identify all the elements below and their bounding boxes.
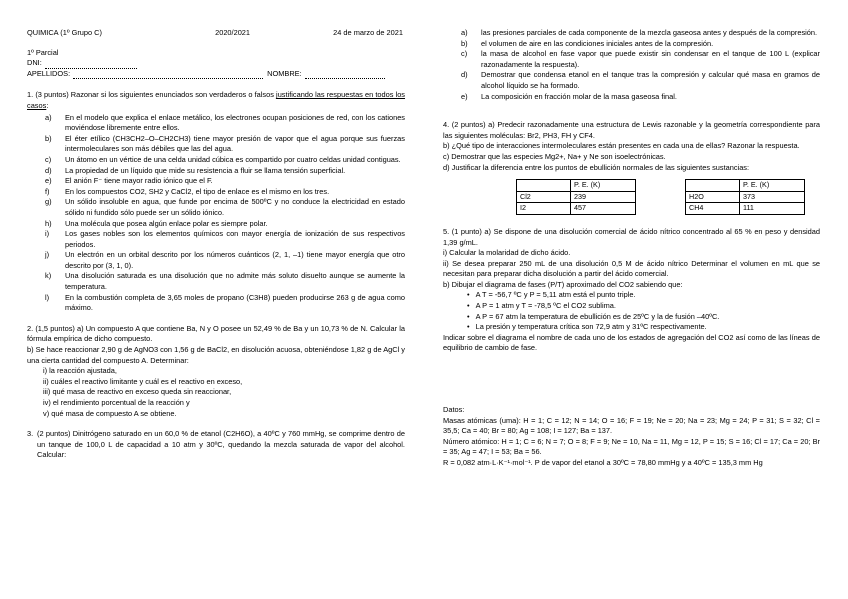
list-item bbox=[45, 113, 405, 134]
q5-instructions: Indicar sobre el diagrama el nombre de cada uno de los estados de agregación del CO2 así como de las líneas de equilibrio de cambio de fase. bbox=[443, 332, 820, 353]
list-item: iv) el rendimiento porcentual de la reacción y bbox=[43, 398, 190, 407]
q5-part-a-ii: ii) Se desea preparar 250 mL de una disolución 0,5 M de ácido nítrico Determinar el volumen en mL que se necesitan para preparar dicha disolución a partir del ácido comercial. bbox=[443, 258, 820, 279]
nombre-label: NOMBRE: bbox=[267, 68, 302, 78]
constants: R = 0,082 atm·L·K⁻¹·mol⁻¹. P de vapor del etanol a 30ºC = 78,80 mmHg y a 40ºC = 135,3 mm Hg bbox=[443, 458, 763, 467]
item-text: El éter etílico (CH3CH2–O–CH2CH3) tiene mayor presión de vapor que el agua porque sus fuerzas intermoleculares son más débiles que las del agua. bbox=[65, 133, 405, 154]
item-key: i) bbox=[45, 229, 50, 239]
list-item bbox=[45, 176, 405, 187]
list-item bbox=[461, 49, 820, 70]
bullet-item: • A P = 67 atm la temperatura de ebullición es de 25ºC y la de fusión –40ºC. bbox=[467, 312, 820, 323]
item-key: f) bbox=[45, 186, 50, 196]
item-text: Un átomo en un vértice de una celda unidad cúbica es compartido por cuatro celdas unidad contiguas. bbox=[65, 154, 401, 164]
dni-row bbox=[27, 58, 405, 69]
table-cell: 373 bbox=[740, 191, 805, 203]
list-item bbox=[461, 92, 820, 103]
year-label: 2020/2021 bbox=[215, 28, 251, 37]
item-key: c) bbox=[45, 154, 52, 164]
q1-intro-a: (3 puntos) Razonar si los siguientes enunciados son verdaderos o falsos bbox=[35, 90, 277, 100]
q4-part-a: 4. (2 puntos) a) Predecir razonadamente una estructura de Lewis razonable y la geometría correspondiente para las siguientes moléculas: Br2, PH3, FH y CF4. bbox=[443, 120, 820, 140]
item-text: las presiones parciales de cada componente de la mezcla gaseosa antes y después de la compresión. bbox=[481, 28, 818, 37]
list-item: iii) qué masa de reactivo en exceso queda sin reaccionar, bbox=[43, 387, 232, 397]
dni-label: DNI: bbox=[27, 58, 42, 68]
q2-items bbox=[43, 366, 405, 419]
item-key: j) bbox=[45, 250, 50, 260]
q3-number: 3. bbox=[27, 429, 34, 439]
q1-intro-underlined: justificando las respuestas en todos los casos bbox=[27, 90, 406, 110]
boiling-tables bbox=[516, 179, 820, 215]
list-item bbox=[45, 134, 405, 155]
boiling-table-right bbox=[685, 179, 805, 215]
nombre-field[interactable] bbox=[305, 69, 385, 80]
item-text: Una disolución saturada es una disolución que no admite más soluto disuelto aunque se aumente la temperatura. bbox=[65, 271, 405, 292]
item-text: Un electrón en un orbital descrito por los números cuánticos (2, 1, –1) tiene mayor energía que otro descrito por (3, 1, 0). bbox=[65, 250, 405, 270]
atomic-numbers: Número atómico: H = 1; C = 6; N = 7; O = 8; F = 9; Ne = 10, Na = 11, Mg = 12, P = 15; S = 16; Cl = 17; Ca = 20; Br = 35; Ag = 47; I = 53; Ba = 56. bbox=[443, 436, 820, 457]
exam-title: 1º Parcial bbox=[27, 47, 59, 57]
table-cell: I2 bbox=[517, 203, 571, 215]
q2-part-a: 2. (1,5 puntos) a) Un compuesto A que contiene Ba, N y O posee un 52,49 % de Ba y un 10,73 % de N. Calcular la fórmula empírica de dicho compuesto. bbox=[27, 323, 405, 344]
item-text: la masa de alcohol en fase vapor que puede existir sin condensar en el tanque de 100 L (explicar razonadamente la respuesta). bbox=[481, 49, 820, 69]
question-5 bbox=[443, 227, 820, 354]
list-item bbox=[45, 229, 405, 250]
item-key: b) bbox=[461, 38, 468, 48]
list-item: ii) cuáles el reactivo limitante y cuál es el reactivo en exceso, bbox=[43, 376, 243, 386]
item-key: e) bbox=[461, 91, 468, 101]
item-key: e) bbox=[45, 176, 52, 186]
course-label: QUIMICA (1º Grupo C) bbox=[27, 28, 102, 37]
list-item bbox=[45, 219, 405, 230]
list-item bbox=[461, 39, 820, 50]
list-item bbox=[45, 187, 405, 198]
right-column bbox=[443, 28, 820, 469]
data-title: Datos: bbox=[443, 405, 465, 415]
item-text: La propiedad de un líquido que mide su resistencia a fluir se llama tensión superficial. bbox=[65, 165, 346, 175]
item-text: La composición en fracción molar de la masa gaseosa final. bbox=[481, 91, 677, 101]
q4-part-b: b) ¿Qué tipo de interacciones intermoleculares están presentes en cada una de ellas? Razonar la respuesta. bbox=[443, 141, 800, 151]
exam-header bbox=[27, 28, 403, 39]
list-item bbox=[45, 155, 405, 166]
q4-part-c: c) Demostrar que las especies Mg2+, Na+ y Ne son isoelectrónicas. bbox=[443, 151, 666, 161]
apellidos-field[interactable] bbox=[73, 69, 263, 80]
list-item bbox=[45, 166, 405, 177]
list-item bbox=[45, 250, 405, 271]
list-item bbox=[461, 70, 820, 91]
table-cell: CH4 bbox=[686, 203, 740, 215]
question-3 bbox=[27, 429, 405, 461]
item-key: a) bbox=[45, 112, 52, 122]
name-row bbox=[27, 69, 405, 80]
table-cell: 111 bbox=[740, 203, 805, 215]
table-header: P. E. (K) bbox=[740, 180, 805, 192]
q2-part-b: b) Se hace reaccionar 2,90 g de AgNO3 con 1,56 g de BaCl2, en disolución acuosa, obteniéndose 1,82 g de AgCl y una cierta cantidad del compuesto A. Determinar: bbox=[27, 345, 406, 365]
table-header: P. E. (K) bbox=[571, 180, 636, 192]
list-item: i) la reacción ajustada, bbox=[43, 366, 117, 376]
atomic-masses: Masas atómicas (uma): H = 1; C = 12; N = 14; O = 16; F = 19; Ne = 20; Na = 23; Mg = 24; P = 31; S = 32; Cl = 35,5; Ca = 40; Br = 80; Ag = 108; I = 127; Ba = 137. bbox=[443, 415, 820, 436]
q5-part-a: 5. (1 punto) a) Se dispone de una disolución comercial de ácido nítrico concentrado al 65 % en peso y densidad 1,39 g/mL. bbox=[443, 226, 820, 247]
table-cell: 457 bbox=[571, 203, 636, 215]
list-item: v) qué masa de compuesto A se obtiene. bbox=[43, 408, 177, 418]
item-text: En la combustión completa de 3,65 moles de propano (C3H8) pueden producirse 263 g de agua como máximo. bbox=[65, 292, 405, 313]
q1-intro-b: : bbox=[46, 100, 49, 110]
item-key: k) bbox=[45, 271, 52, 281]
question-2 bbox=[27, 324, 405, 419]
item-key: c) bbox=[461, 49, 468, 59]
dni-field[interactable] bbox=[45, 58, 137, 69]
question-1 bbox=[27, 90, 405, 111]
item-key: h) bbox=[45, 218, 52, 228]
date-label: 24 de marzo de 2021 bbox=[333, 28, 403, 37]
item-text: En el modelo que explica el enlace metálico, los electrones ocupan posiciones de red, con los cationes moviéndose libremente entre ellos. bbox=[65, 112, 405, 133]
item-text: El anión F⁻ tiene mayor radio iónico que el F. bbox=[65, 176, 213, 186]
question-4 bbox=[443, 120, 820, 215]
item-key: a) bbox=[461, 28, 468, 37]
table-cell: H2O bbox=[686, 191, 740, 203]
table-cell: 239 bbox=[571, 191, 636, 203]
boiling-table-left bbox=[516, 179, 636, 215]
q5-part-a-i: i) Calcular la molaridad de dicho ácido. bbox=[443, 248, 571, 258]
q3-text: (2 puntos) Dinitrógeno saturado en un 60,0 % de etanol (C2H6O), a 40ºC y 760 mmHg, se comprime dentro de un tanque de 100,0 L de capacidad a 10 atm y 30ºC, quedando la mezcla saturada de vapor del alcohol. Calcular: bbox=[37, 429, 405, 460]
item-key: b) bbox=[45, 133, 52, 143]
item-key: l) bbox=[45, 292, 50, 302]
item-key: d) bbox=[45, 165, 52, 175]
item-text: Demostrar que condensa etanol en el tanque tras la compresión y calcular qué masa en gramos de alcohol líquido se ha formado. bbox=[481, 70, 820, 90]
q1-number: 1. bbox=[27, 90, 34, 100]
list-item bbox=[461, 28, 820, 39]
list-item bbox=[45, 271, 405, 292]
q4-part-d: d) Justificar la diferencia entre los puntos de ebullición normales de las siguientes sustancias: bbox=[443, 162, 750, 172]
bullet-item: • A T = -56,7 ºC y P = 5,11 atm está el punto triple. bbox=[467, 290, 820, 301]
item-text: Una molécula que posea algún enlace polar es siempre polar. bbox=[65, 218, 268, 228]
apellidos-label: APELLIDOS: bbox=[27, 68, 71, 78]
q3-items bbox=[461, 28, 820, 102]
bullet-item: • La presión y temperatura crítica son 72,9 atm y 31ºC respectivamente. bbox=[467, 322, 820, 333]
item-text: Los gases nobles son los elementos químicos con mayor energía de ionización de sus respectivos periodos. bbox=[65, 229, 405, 249]
list-item bbox=[45, 197, 405, 218]
data-section bbox=[443, 405, 820, 469]
table-cell: Cl2 bbox=[517, 191, 571, 203]
item-key: d) bbox=[461, 70, 468, 80]
left-column bbox=[27, 28, 405, 461]
q5-part-b: b) Dibujar el diagrama de fases (P/T) aproximado del CO2 sabiendo que: bbox=[443, 279, 683, 289]
item-key: g) bbox=[45, 197, 52, 207]
q5-bullets bbox=[467, 290, 820, 332]
list-item bbox=[45, 293, 405, 314]
item-text: el volumen de aire en las condiciones iniciales antes de la compresión. bbox=[481, 38, 714, 48]
q1-items bbox=[45, 113, 405, 314]
bullet-item: • A P = 1 atm y T = -78,5 ºC el CO2 sublima. bbox=[467, 301, 820, 312]
item-text: En los compuestos CO2, SH2 y CaCl2, el tipo de enlace es el mismo en los tres. bbox=[65, 186, 330, 196]
item-text: Un sólido insoluble en agua, que funde por encima de 500ºC y no conduce la electricidad en estado sólido ni fundido sólo puede ser un sólido iónico. bbox=[65, 197, 405, 217]
